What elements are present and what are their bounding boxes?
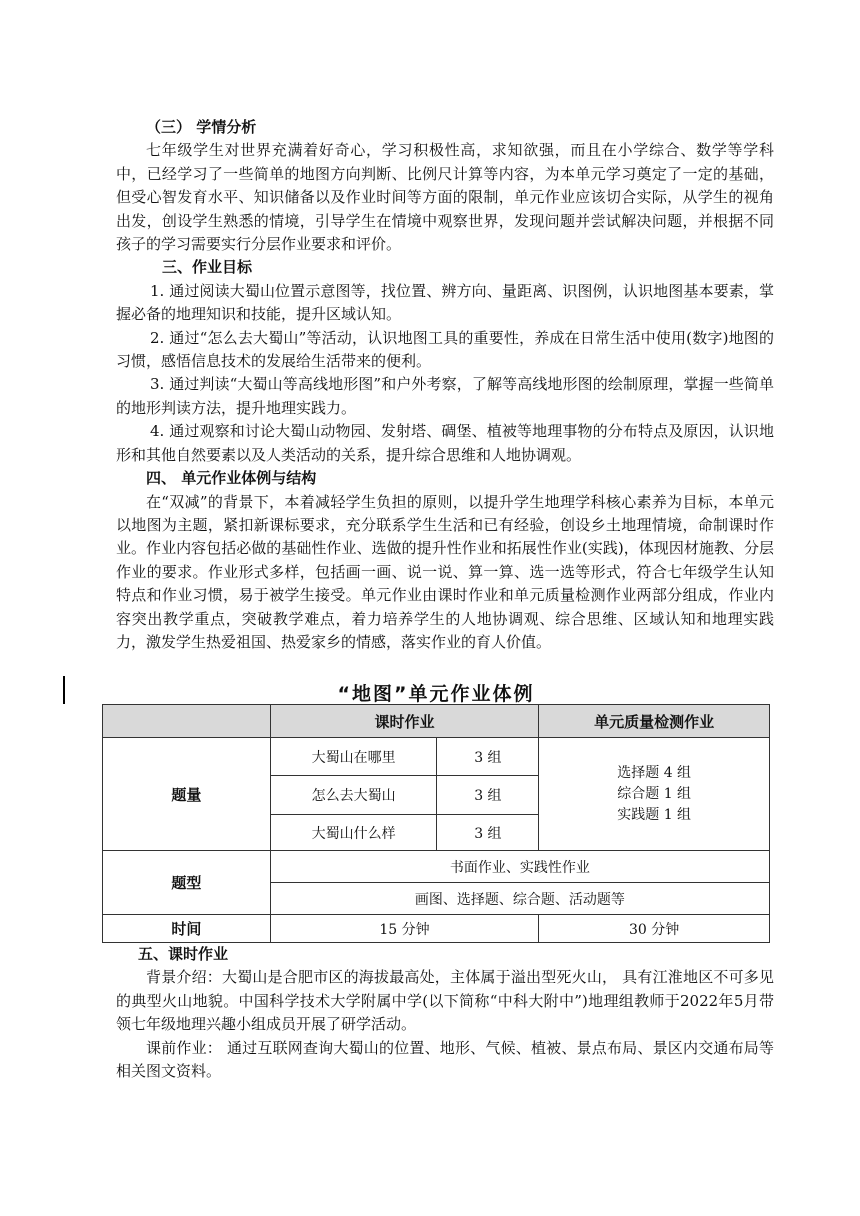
paragraph: 七年级学生对世界充满着好奇心，学习积极性高，求知欲强，而且在小学综合、数学等学科中，已经学习了一些简单的地图方向判断、比例尺计算等内容，为本单元学习奠定了一定的基础，但受心智发育水平、知识储备以及作业时间等方面的限制，单元作业应该切合实际，从学生的视角出发，创设学生熟悉的情境，引导学生在情境中观察世界，发现问题并尝试解决问题，并根据不同孩子的学习需要实行分层作业要求和评价。 — [116, 141, 774, 254]
section-heading: 三、作业目标 — [162, 258, 253, 277]
goal-item: 2. 通过“怎么去大蜀山”等活动，认识地图工具的重要性，养成在日常生活中使用(数字)地图的习惯，感悟信息技术的发展给生活带来的便利。 — [116, 328, 774, 371]
table-title: “地图”单元作业体例 — [337, 683, 535, 705]
unit-quantity-line: 实践题 1 组 — [617, 806, 692, 823]
table-row — [103, 851, 770, 883]
goal-item: 3. 通过判读“大蜀山等高线地形图”和户外考察，了解等高线地形图的绘制原理，掌握一些简单的地形判读方法，提升地理实践力。 — [116, 375, 774, 417]
unit-quantity-line: 选择题 4 组 — [617, 764, 692, 781]
time-lesson: 15 分钟 — [270, 915, 539, 943]
unit-quantity-line: 综合题 1 组 — [617, 785, 692, 802]
section-lesson-assignments — [116, 943, 774, 1083]
table-header-unit: 单元质量检测作业 — [539, 705, 770, 738]
row-header-quantity: 题量 — [103, 738, 271, 851]
lesson-count: 3 组 — [437, 738, 539, 776]
paragraph: 背景介绍：大蜀山是合肥市区的海拔最高处，主体属于溢出型死火山， 具有江淮地区不可多见的典型火山地貌。中国科学技术大学附属中学(以下简称“中科大附中”)地理组教师于2022年5月带领七年级地理兴趣小组成员开展了研学活动。 — [116, 968, 774, 1034]
table-header-empty — [103, 705, 271, 738]
table-row — [103, 738, 770, 776]
goal-item: 4. 通过观察和讨论大蜀山动物园、发射塔、碉堡、植被等地理事物的分布特点及原因，认识地形和其他自然要素以及人类活动的关系，提升综合思维和人地协调观。 — [116, 422, 774, 464]
goal-item: 1. 通过阅读大蜀山位置示意图等，找位置、辨方向、量距离、识图例，认识地图基本要素，掌握必备的地理知识和技能，提升区域认知。 — [116, 281, 774, 324]
table-header-lesson: 课时作业 — [270, 705, 539, 738]
lesson-name: 怎么去大蜀山 — [270, 776, 437, 815]
lesson-name: 大蜀山什么样 — [270, 815, 437, 851]
assignment-structure-table — [102, 704, 770, 943]
row-header-type: 题型 — [103, 851, 271, 915]
lesson-count: 3 组 — [437, 815, 539, 851]
section-heading: （三） 学情分析 — [146, 118, 257, 136]
lesson-name: 大蜀山在哪里 — [270, 738, 437, 776]
lesson-count: 3 组 — [437, 776, 539, 815]
paragraph: 课前作业： 通过互联网查询大蜀山的位置、地形、气候、植被、景点布局、景区内交通布局等相关图文资料。 — [116, 1038, 774, 1081]
paragraph: 在“双减”的背景下，本着减轻学生负担的原则，以提升学生地理学科核心素养为目标，本单元以地图为主题，紧扣新课标要求，充分联系学生生活和已有经验，创设乡土地理情境，命制课时作业。作业内容包括必做的基础性作业、选做的提升性作业和拓展性作业(实践)，体现因材施教、分层作业的要求。作业形式多样，包括画一画、说一说、算一算、选一选等形式，符合七年级学生认知特点和作业习惯，易于被学生接受。单元作业由课时作业和单元质量检测作业两部分组成，作业内容突出教学重点，突破教学难点，着力培养学生的人地协调观、综合思维、区域认知和地理实践力，激发学生热爱祖国、热爱家乡的情感，落实作业的育人价值。 — [116, 492, 774, 651]
time-unit: 30 分钟 — [539, 915, 770, 943]
type-cell: 画图、选择题、综合题、活动题等 — [270, 883, 769, 915]
type-cell: 书面作业、实践性作业 — [270, 851, 769, 883]
table-row — [103, 915, 770, 943]
section-heading: 五、课时作业 — [138, 945, 229, 963]
text-cursor — [63, 676, 65, 704]
table-header-row — [103, 705, 770, 738]
section-learning-analysis — [116, 116, 774, 654]
row-header-time: 时间 — [103, 915, 271, 943]
unit-quantity-cell — [539, 738, 770, 851]
section-heading: 四、 单元作业体例与结构 — [146, 469, 317, 488]
